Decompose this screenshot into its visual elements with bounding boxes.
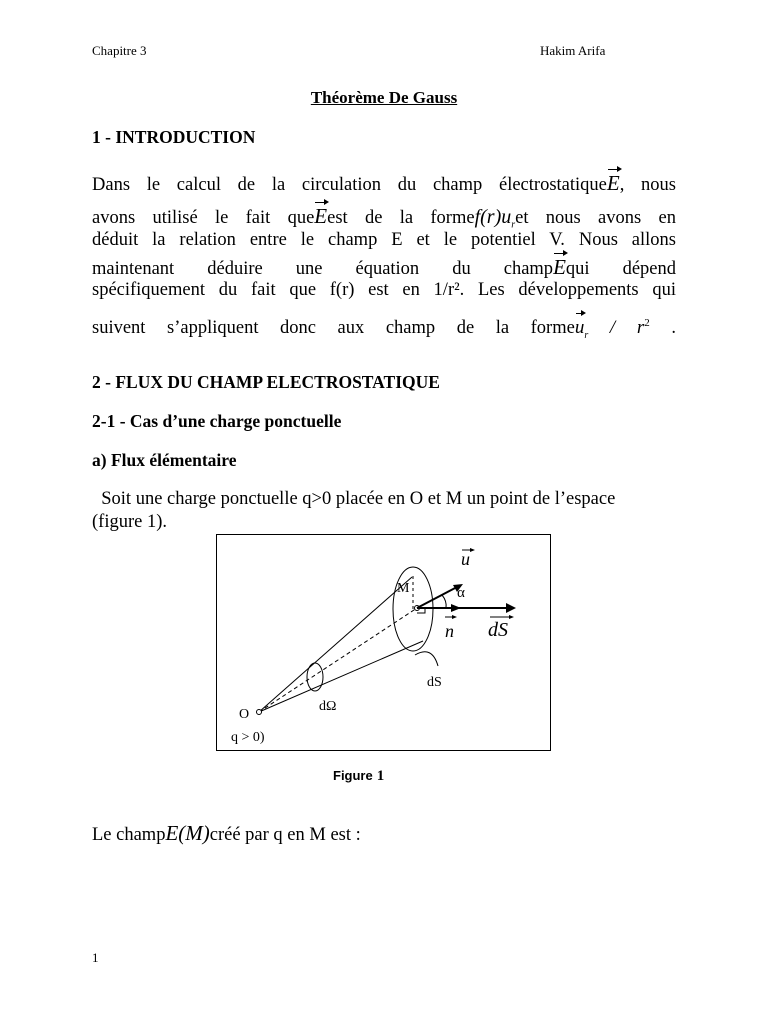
paragraph-line-2: (figure 1). [92,512,167,532]
section-heading-flux: 2 - FLUX DU CHAMP ELECTROSTATIQUE [92,372,440,392]
subsection-heading: 2-1 - Cas d’une charge ponctuelle [92,411,342,431]
label-u: u [461,549,470,569]
formula-u-r: u [574,317,585,339]
figure-frame [216,534,551,751]
vector-E: E [314,204,328,228]
label-M: M [397,581,410,596]
cone-lower-line [259,641,423,712]
intro-line-3: déduit la relation entre le champ E et le potentiel V. Nous allons [92,230,676,250]
vector-E: E [606,171,620,195]
label-O: O [239,707,250,722]
label-dOmega: dΩ [319,699,337,714]
closing-line: Le champE(M)créé par q en M est : [92,821,361,845]
small-ellipse [307,663,323,691]
intro-line-2: avons utilisé le fait queEest de la $formef(r)u_ret$ nous avons en [92,204,676,231]
section-heading-introduction: 1 - INTRODUCTION [92,127,256,147]
header-chapter: Chapitre 3 [92,43,147,58]
figure-diagram [217,535,550,750]
formula-f-r-u: f(r)u [474,206,512,228]
label-q: q > 0) [231,730,265,745]
header-author: Hakim Arifa [540,43,606,58]
label-alpha: α [457,585,465,601]
page-title: Théorème De Gauss [310,88,458,107]
subsubsection-heading: a) Flux élémentaire [92,450,237,470]
axis-dashed-line [259,608,417,712]
intro-line-6: suivent s’appliquent donc aux champ de la formeu$_r$ / $r^2$ . [92,317,676,341]
intro-line-4: maintenant déduire une équation du champEqui dépend [92,255,676,279]
intro-line-1: Dans le calcul de la circulation du champ électrostatiqueE, nous [92,171,676,195]
figure-caption: Figure 1 [333,768,385,784]
label-dS-vector: dS [488,619,508,641]
paragraph-line-1: Soit une charge ponctuelle q>0 placée en O et M un point de l’espace [92,489,616,509]
label-n: n [445,621,454,641]
cone-upper-line [259,577,412,712]
page-number: 1 [92,950,99,965]
point-O [257,710,262,715]
vector-E: E [553,255,566,279]
vector-E-M: E(M) [165,821,210,845]
intro-line-5: spécifiquement du fait que f(r) est en 1/r². Les développements qui [92,280,676,300]
label-dS: dS [427,675,442,690]
